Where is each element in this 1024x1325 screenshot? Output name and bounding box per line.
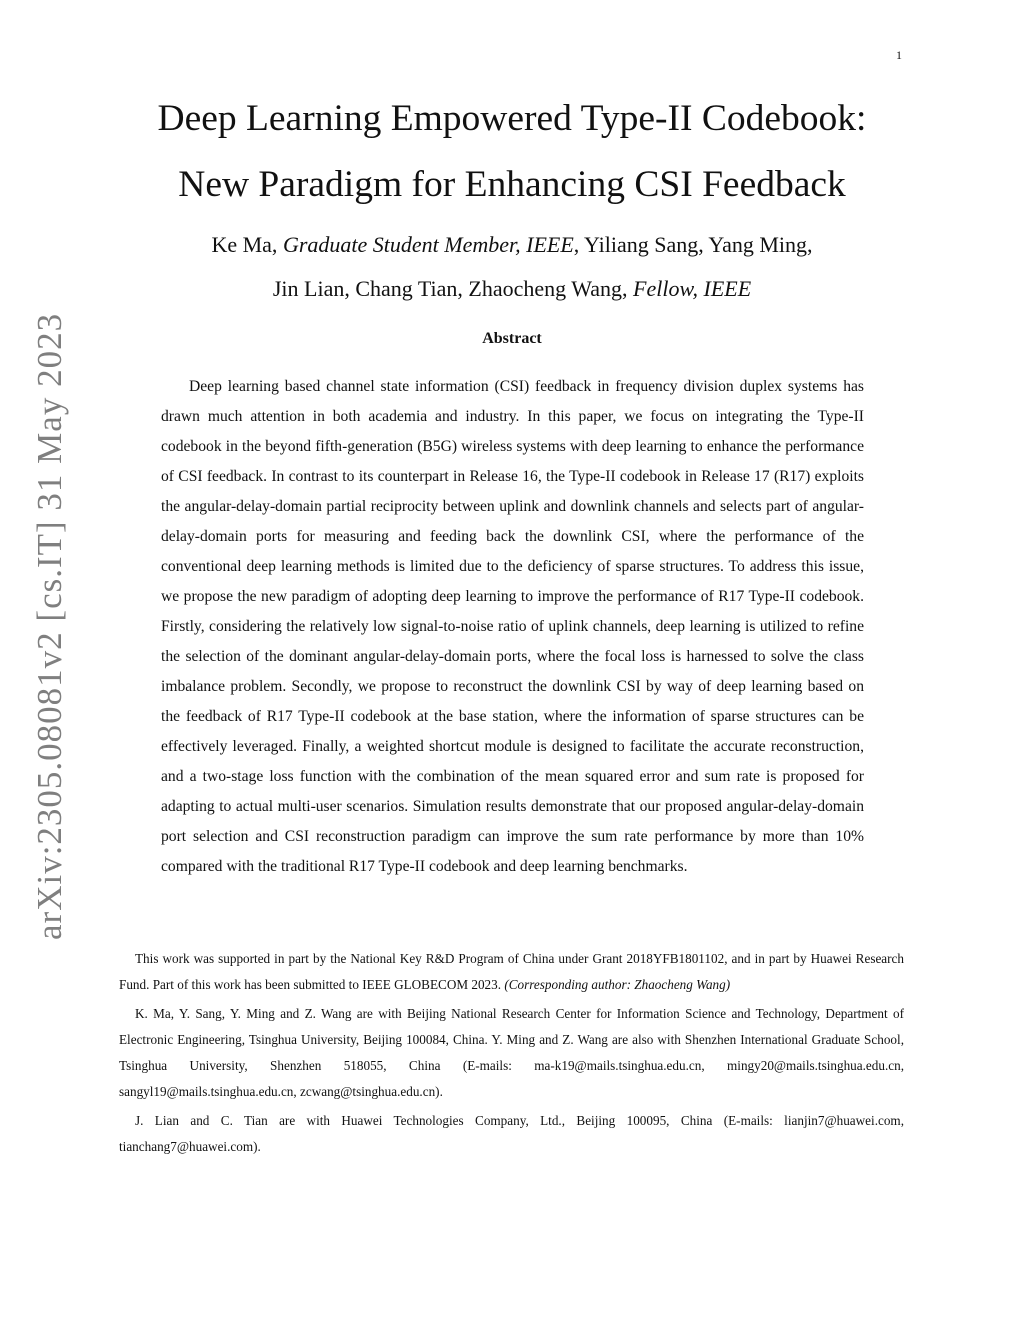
paper-title-line-1: Deep Learning Empowered Type-II Codebook: xyxy=(157,98,867,139)
page-number: 1 xyxy=(896,48,902,62)
author-membership: Fellow, IEEE xyxy=(633,276,752,301)
author-line-1 xyxy=(0,234,1024,256)
author-line-2 xyxy=(0,278,1024,300)
author-name: Ke Ma, xyxy=(211,232,283,257)
arxiv-identifier: arXiv:2305.08081v2 [cs.IT] 31 May 2023 xyxy=(30,312,69,940)
abstract-body xyxy=(161,372,864,882)
footnotes xyxy=(119,946,904,1163)
author-names: , Yiliang Sang, Yang Ming, xyxy=(573,232,813,257)
paper-title-line-2: New Paradigm for Enhancing CSI Feedback xyxy=(178,164,846,205)
abstract-heading: Abstract xyxy=(482,330,542,347)
abstract-paragraph: Deep learning based channel state information (CSI) feedback in frequency division duplex systems has drawn much attention in both academia and industry. In this paper, we focus on integrating the Type-II codebook in the beyond fifth-generation (B5G) wireless systems with deep learning to enhance the performance of CSI feedback. In contrast to its counterpart in Release 16, the Type-II codebook in Release 17 (R17) exploits the angular-delay-domain partial reciprocity between uplink and downlink channels and selects part of angular-delay-domain ports for measuring and feeding back the downlink CSI, where the performance of the conventional deep learning methods is limited due to the deficiency of sparse structures. To address this issue, we propose the new paradigm of adopting deep learning to improve the performance of R17 Type-II codebook. Firstly, considering the relatively low signal-to-noise ratio of uplink channels, deep learning is utilized to refine the selection of the dominant angular-delay-domain ports, where the focal loss is harnessed to solve the class imbalance problem. Secondly, we propose to reconstruct the downlink CSI by way of deep learning based on the feedback of R17 Type-II codebook at the base station, where the information of sparse structures can be effectively leveraged. Finally, a weighted shortcut module is designed to facilitate the accurate reconstruction, and a two-stage loss function with the combination of the mean squared error and sum rate is proposed for adapting to actual multi-user scenarios. Simulation results demonstrate that our proposed angular-delay-domain port selection and CSI reconstruction paradigm can improve the sum rate performance by more than 10% compared with the traditional R17 Type-II codebook and deep learning benchmarks. xyxy=(161,378,864,875)
affiliation-footnote: K. Ma, Y. Sang, Y. Ming and Z. Wang are with Beijing National Research Center for Information Science and Technology, Department of Electronic Engineering, Tsinghua University, Beijing 100084, China. Y. Ming and Z. Wang are also with Shenzhen International Graduate School, Tsinghua University, Shenzhen 518055, China (E-mails: ma-k19@mails.tsinghua.edu.cn, mingy20@mails.tsinghua.edu.cn, sangyl19@mails.tsinghua.edu.cn, zcwang@tsinghua.edu.cn). xyxy=(119,1006,904,1099)
corresponding-author: (Corresponding author: Zhaocheng Wang) xyxy=(504,977,731,992)
funding-footnote xyxy=(119,946,904,998)
funding-text: This work was supported in part by the National Key R&D Program of China under Grant 2018YFB1801102, and in part by Huawei Research Fund. Part of this work has been submitted to IEEE GLOBECOM 2023. xyxy=(119,951,904,992)
author-membership: Graduate Student Member, IEEE xyxy=(282,232,574,257)
author-names: Jin Lian, Chang Tian, Zhaocheng Wang, xyxy=(272,276,634,301)
affiliation-footnote: J. Lian and C. Tian are with Huawei Technologies Company, Ltd., Beijing 100095, China (E-mails: lianjin7@huawei.com, tianchang7@huawei.com). xyxy=(119,1113,904,1154)
